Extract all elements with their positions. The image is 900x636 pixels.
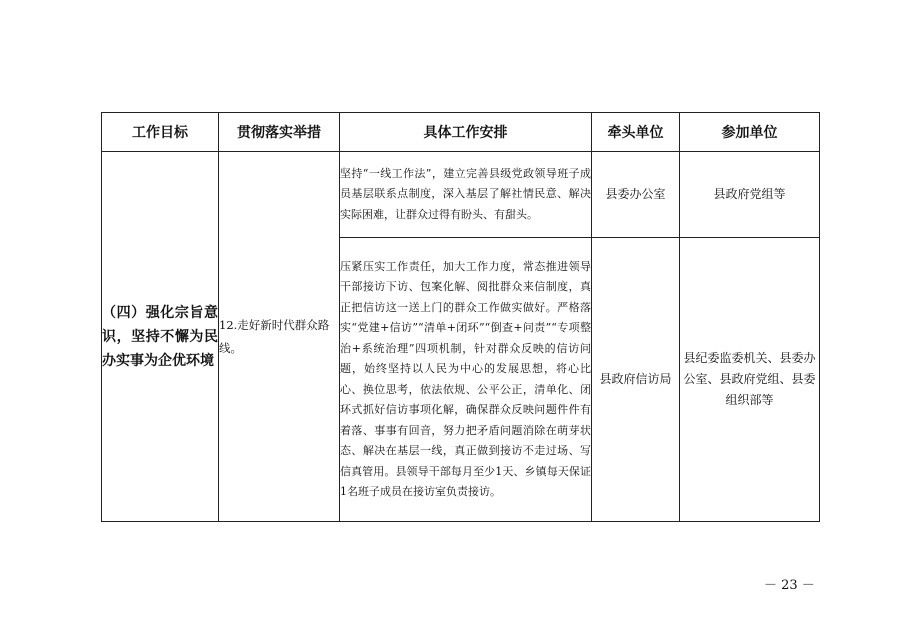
- participating-units-cell: 县纪委监委机关、县委办公室、县政府党组、县委组织部等: [680, 238, 820, 522]
- arrangement-cell: 坚持“一线工作法”，建立完善县级党政领导班子成员基层联系点制度，深入基层了解社情民意、解决实际困难，让群众过得有盼头、有甜头。: [340, 152, 592, 238]
- lead-unit-cell: 县政府信访局: [592, 238, 680, 522]
- arrangement-cell: 压紧压实工作责任，加大工作力度，常态推进领导干部接访下访、包案化解、阅批群众来信制度，真正把信访这一送上门的群众工作做实做好。严格落实“党建+信访”“清单+闭环”“倒查+问责”“专项整治+系统治理”四项机制，针对群众反映的信访问题，始终坚持以人民为中心的发展思想，将心比心、换位思考，依法依规、公平公正，清单化、闭环式抓好信访事项化解，确保群众反映问题件件有着落、事事有回音，努力把矛盾问题消除在萌芽状态、解决在基层一线，真正做到接访不走过场、写信真管用。县领导干部每月至少1天、乡镇每天保证1名班子成员在接访室负责接访。: [340, 238, 592, 522]
- table-header-row: [102, 113, 820, 152]
- lead-unit-cell: 县委办公室: [592, 152, 680, 238]
- work-arrangement-table: [101, 112, 820, 522]
- participating-units-cell: 县政府党组等: [680, 152, 820, 238]
- header-lead-unit: 牵头单位: [592, 113, 680, 152]
- measure-cell: 12.走好新时代群众路线。: [219, 152, 340, 522]
- goal-cell: （四）强化宗旨意识，坚持不懈为民办实事为企优环境: [102, 152, 219, 522]
- header-participating-units: 参加单位: [680, 113, 820, 152]
- header-arrangement: 具体工作安排: [340, 113, 592, 152]
- header-goal: 工作目标: [102, 113, 219, 152]
- header-measure: 贯彻落实举措: [219, 113, 340, 152]
- page-number: － 23 －: [764, 578, 815, 593]
- table-row: [102, 152, 820, 238]
